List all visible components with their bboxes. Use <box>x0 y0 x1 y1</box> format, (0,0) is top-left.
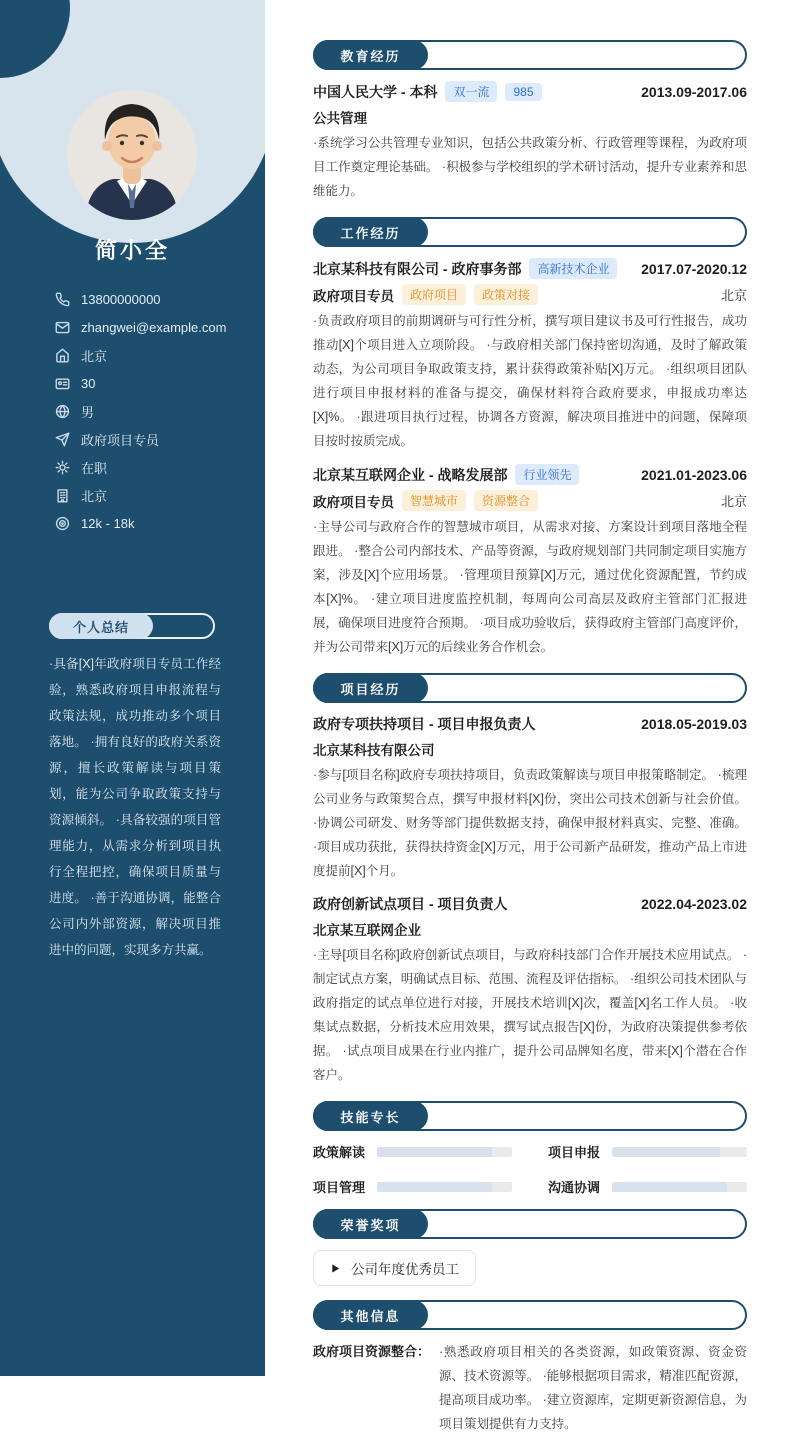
contact-city-value: 北京 <box>81 489 108 504</box>
contact-job-title-value: 政府项目专员 <box>81 433 160 448</box>
project-name: 政府创新试点项目 - 项目负责人 <box>313 896 508 912</box>
phone-icon <box>55 292 70 307</box>
project-description: ·主导[项目名称]政府创新试点项目，与政府科技部门合作开展技术应用试点。 ·制定试点方案，明确试点目标、范围、流程及评估指标。 ·组织公司技术团队与政府指定的试点单位进行对接，开展技术培训[X]次，覆盖[X]名工作人员。 ·收集试点数据，分析技术应用效果，撰写试点报告[X]份，为政府决策提供参考依据。 ·试点项目成果在行业内推广，提升公司品牌知名度，带来[X]个潜在合作客户。 <box>313 948 747 1082</box>
project-org: 北京某科技有限公司 <box>313 743 435 758</box>
contact-email <box>55 319 250 336</box>
contact-location-value: 北京 <box>81 349 108 364</box>
company-name: 北京某互联网企业 - 战略发展部 <box>313 466 508 483</box>
skill-bar-fill <box>612 1182 727 1192</box>
skill-item <box>313 1143 512 1160</box>
skill-item <box>548 1178 747 1195</box>
other-info-description: ·熟悉政府项目相关的各类资源，如政策资源、资金资源、技术资源等。 ·能够根据项目需求，精准匹配资源，提高项目成功率。 ·建立资源库，定期更新资源信息，为项目策划提供有力支持。 <box>439 1345 747 1431</box>
company-tag: 高新技术企业 <box>529 258 617 279</box>
sidebar <box>0 0 265 1376</box>
section-header-other <box>313 1300 747 1330</box>
skill-bar-fill <box>612 1147 720 1157</box>
contact-gender-value: 男 <box>81 405 95 420</box>
skill-label: 项目申报 <box>548 1145 601 1160</box>
skill-item <box>548 1143 747 1160</box>
contact-list <box>55 291 250 543</box>
skill-label: 沟通协调 <box>548 1180 601 1195</box>
home-icon <box>55 348 70 363</box>
section-header-work <box>313 217 747 247</box>
project-date: 2022.04-2023.02 <box>641 896 747 912</box>
summary-section-title: 个人总结 <box>49 613 153 639</box>
section-title-education: 教育经历 <box>313 40 428 70</box>
section-title-projects: 项目经历 <box>313 673 428 703</box>
summary-section-header <box>49 613 215 639</box>
role-tag: 智慧城市 <box>402 490 466 511</box>
work-date: 2021.01-2023.06 <box>641 466 747 483</box>
role-tag: 资源整合 <box>474 490 538 511</box>
contact-phone-value: 13800000000 <box>81 292 161 307</box>
major-name: 公共管理 <box>313 111 367 126</box>
skill-bar <box>377 1147 512 1157</box>
award-label: 公司年度优秀员工 <box>351 1262 459 1277</box>
play-triangle-icon <box>330 1263 341 1274</box>
project-name: 政府专项扶持项目 - 项目申报负责人 <box>313 716 536 732</box>
education-date: 2013.09-2017.06 <box>641 83 747 100</box>
section-title-skills: 技能专长 <box>313 1101 428 1131</box>
contact-city <box>55 487 250 504</box>
section-header-skills <box>313 1101 747 1131</box>
role-tag: 政策对接 <box>474 284 538 305</box>
school-tag: 985 <box>505 83 541 101</box>
work-entry-header <box>313 258 747 279</box>
contact-age <box>55 375 250 392</box>
role-name: 政府项目专员 <box>313 494 394 510</box>
contact-gender <box>55 403 250 420</box>
work-role-row <box>313 284 747 305</box>
person-name: 简小全 <box>94 238 170 263</box>
school-name: 中国人民大学 - 本科 <box>313 83 438 100</box>
contact-status <box>55 459 250 476</box>
building-icon <box>55 488 70 503</box>
contact-age-value: 30 <box>81 376 96 391</box>
contact-salary <box>55 515 250 532</box>
section-header-education <box>313 40 747 70</box>
contact-job-title <box>55 431 250 448</box>
company-tag: 行业领先 <box>515 464 579 485</box>
work-description: ·负责政府项目的前期调研与可行性分析，撰写项目建议书及可行性报告，成功推动[X]个项目进入立项阶段。 ·与政府相关部门保持密切沟通，及时了解政策动态，为公司项目争取政策支持，累计获得政策补贴[X]万元。 ·组织项目团队进行项目申报材料的准备与提交，确保材料符合政府要求，申报成功率达[X]%。 ·跟进项目执行过程，协调各方资源，解决项目推进中的问题，保障项目按时按质完成。 <box>313 314 747 448</box>
project-entry-header <box>313 894 747 914</box>
skill-label: 政策解读 <box>313 1145 366 1160</box>
school-tag: 双一流 <box>445 81 497 102</box>
education-description: ·系统学习公共管理专业知识，包括公共政策分析、行政管理等课程，为政府项目工作奠定理论基础。 ·积极参与学校组织的学术研讨活动，提升专业素养和思维能力。 <box>313 136 747 198</box>
avatar <box>67 90 197 220</box>
work-location: 北京 <box>720 288 747 303</box>
project-date: 2018.05-2019.03 <box>641 716 747 732</box>
work-role-row <box>313 490 747 511</box>
education-major-row <box>313 107 747 127</box>
skill-label: 项目管理 <box>313 1180 366 1195</box>
age-icon <box>55 376 70 391</box>
skill-bar <box>377 1182 512 1192</box>
company-name: 北京某科技有限公司 - 政府事务部 <box>313 260 522 277</box>
award-item[interactable] <box>313 1250 476 1286</box>
education-entry-header <box>313 81 747 102</box>
skill-grid <box>313 1143 747 1195</box>
avatar-portrait-graphic <box>67 90 197 220</box>
gender-icon <box>55 404 70 419</box>
target-icon <box>55 516 70 531</box>
skill-bar <box>612 1147 747 1157</box>
email-icon <box>55 320 70 335</box>
role-tag: 政府项目 <box>402 284 466 305</box>
summary-text: ·具备[X]年政府项目专员工作经验，熟悉政府项目申报流程与政策法规，成功推动多个项目落地。 ·拥有良好的政府关系资源，擅长政策解读与项目策划，能为公司争取政策支持与资源倾斜。 ·具备较强的项目管理能力，从需求分析到项目执行全程把控，确保项目质量与进度。 ·善于沟通协调，能整合公司内外部资源，解决项目推进中的问题，实现多方共赢。 <box>49 657 221 957</box>
status-gear-icon <box>55 460 70 475</box>
job-icon <box>55 432 70 447</box>
skill-bar <box>612 1182 747 1192</box>
project-org-row <box>313 739 747 759</box>
work-date: 2017.07-2020.12 <box>641 260 747 277</box>
section-title-other: 其他信息 <box>313 1300 428 1330</box>
skill-item <box>313 1178 512 1195</box>
project-entry-header <box>313 714 747 734</box>
skill-bar-fill <box>377 1182 492 1192</box>
section-title-awards: 荣誉奖项 <box>313 1209 428 1239</box>
project-description: ·参与[项目名称]政府专项扶持项目，负责政策解读与项目申报策略制定。 ·梳理公司业务与政策契合点，撰写申报材料[X]份，突出公司技术创新与社会价值。 ·协调公司研发、财务等部门提供数据支持，确保申报材料真实、完整、准确。 ·项目成功获批，获得扶持资金[X]万元，用于公司新产品研发，推动产品上市进度提前[X]个月。 <box>313 768 747 878</box>
contact-status-value: 在职 <box>81 461 108 476</box>
work-entry-header <box>313 464 747 485</box>
role-name: 政府项目专员 <box>313 288 394 304</box>
other-info-label: 政府项目资源整合： <box>313 1344 431 1359</box>
work-location: 北京 <box>720 494 747 509</box>
contact-location <box>55 347 250 364</box>
project-org-row <box>313 919 747 939</box>
other-info-row <box>313 1340 747 1436</box>
work-description: ·主导公司与政府合作的智慧城市项目，从需求对接、方案设计到项目落地全程跟进。 ·整合公司内部技术、产品等资源，与政府规划部门共同制定项目实施方案，涉及[X]个应用场景。 ·管理项目预算[X]万元，通过优化资源配置，节约成本[X]%。 ·建立项目进度监控机制，每周向公司高层及政府主管部门汇报进展，确保项目进度符合预期。 ·项目成功验收后，获得政府主管部门高度评价，并为公司带来[X]万元的后续业务合作机会。 <box>313 520 747 654</box>
skill-bar-fill <box>377 1147 492 1157</box>
section-header-awards <box>313 1209 747 1239</box>
section-title-work: 工作经历 <box>313 217 428 247</box>
contact-email-value: zhangwei@example.com <box>81 320 227 335</box>
resume-main <box>313 0 747 1436</box>
contact-salary-value: 12k - 18k <box>81 516 135 531</box>
project-org: 北京某互联网企业 <box>313 923 421 938</box>
section-header-projects <box>313 673 747 703</box>
contact-phone <box>55 291 250 308</box>
